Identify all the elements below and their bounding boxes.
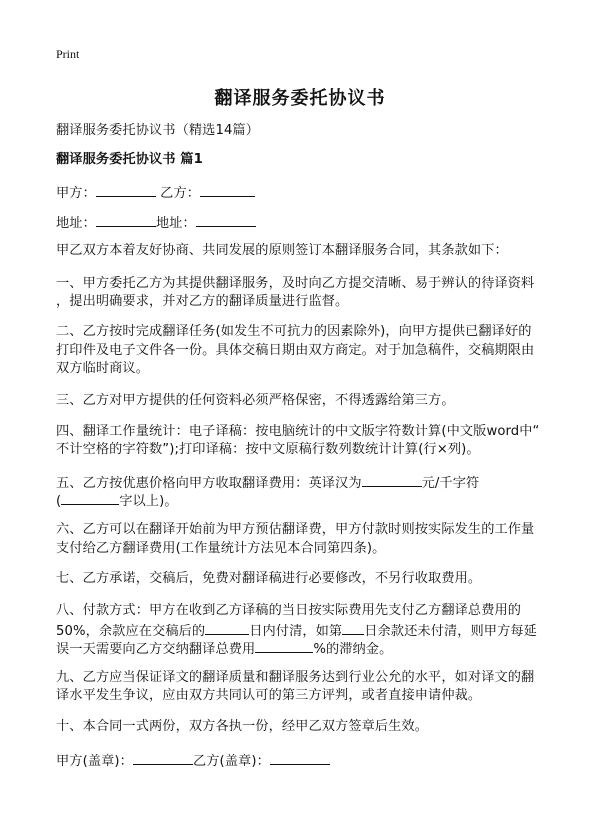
clause-8-text-b: 日内付清，如第 <box>249 624 343 639</box>
clause-7: 七、乙方承诺，交稿后，免费对翻译稿进行必要修改，不另行收取费用。 <box>56 571 482 586</box>
intro-paragraph: 甲乙双方本着友好协商、共同发展的原则签订本翻译服务合同，其条款如下： <box>56 243 508 258</box>
clause-8-text-a: 50%，余款应在交稿后的 <box>56 624 206 639</box>
clause-6-line-1: 六、乙方可以在翻译开始前为甲方预估翻译费，甲方付款时则按实际发生的工作量 <box>56 522 535 537</box>
late-fee-blank <box>255 639 313 653</box>
clause-2-line-3: 双方临时商议。 <box>56 361 150 376</box>
party-b-label: 乙方： <box>160 186 201 201</box>
clause-5-line-1 <box>56 473 479 492</box>
clause-2-line-2: 打印件及电子文件各一份。具体交稿日期由双方商定。对于加急稿件，交稿期限由 <box>56 343 535 358</box>
clause-8-text-e: %的滞纳金。 <box>313 642 393 657</box>
rate-blank <box>362 473 422 487</box>
section-heading: 翻译服务委托协议书 篇1 <box>56 152 203 167</box>
clause-1-line-1: 一、甲方委托乙方为其提供翻译服务，及时向乙方提交清晰、易于辨认的待译资料 <box>56 276 535 291</box>
seal-line <box>56 751 330 770</box>
clause-8-line-2 <box>56 621 537 640</box>
party-a-blank <box>96 183 156 197</box>
clause-3: 三、乙方对甲方提供的任何资料必须严格保密，不得透露给第三方。 <box>56 393 455 408</box>
clause-5-text-b: 元/千字符 <box>421 476 480 491</box>
document-title: 翻译服务委托协议书 <box>214 88 386 109</box>
party-line <box>56 183 255 202</box>
party-b-seal-label: 乙方(盖章)： <box>192 754 270 769</box>
clause-2-line-1: 二、乙方按时完成翻译任务(如发生不可抗力的因素除外)，向甲方提供已翻译好的 <box>56 324 532 339</box>
address-2-blank <box>196 213 256 227</box>
clause-6-line-2: 支付给乙方翻译费用(工作量统计方法见本合同第四条)。 <box>56 541 386 556</box>
clause-8-text-d: 误一天需要向乙方交纳翻译总费用 <box>56 642 256 657</box>
address-line <box>56 213 256 232</box>
clause-4-line-1: 四、翻译工作量统计：电子译稿：按电脑统计的中文版字符数计算(中文版word中“ <box>56 424 540 439</box>
print-label[interactable]: Print <box>56 47 80 61</box>
clause-8-line-1: 八、付款方式：甲方在收到乙方译稿的当日按实际费用先支付乙方翻译总费用的 <box>56 603 522 618</box>
party-a-label: 甲方： <box>56 186 96 201</box>
clause-5-text-d: 字以上)。 <box>119 494 178 509</box>
min-chars-blank <box>61 491 119 505</box>
clause-8-line-3 <box>56 639 392 658</box>
address-1-label: 地址： <box>56 216 96 231</box>
clause-9-line-2: 译水平发生争议，应由双方共同认可的第三方评判，或者直接申请仲裁。 <box>56 688 482 703</box>
clause-1-line-2: ，提出明确要求，并对乙方的翻译质量进行监督。 <box>56 294 349 309</box>
party-b-blank <box>200 183 255 197</box>
address-1-blank <box>96 213 156 227</box>
clause-9-line-1: 九、乙方应当保证译文的翻译质量和翻译服务达到行业公允的水平，如对译文的翻 <box>56 670 535 685</box>
document-subtitle: 翻译服务委托协议书（精选14篇） <box>56 123 260 138</box>
address-2-label: 地址： <box>155 216 196 231</box>
clause-10: 十、本合同一式两份，双方各执一份，经甲乙双方签章后生效。 <box>56 719 429 734</box>
clause-4-line-2: 不计空格的字符数”);打印译稿：按中文原稿行数列数统计计算(行×列)。 <box>56 442 480 457</box>
payment-days-blank <box>205 621 249 635</box>
overdue-day-blank <box>342 621 364 635</box>
party-b-seal-blank <box>270 751 330 765</box>
clause-8-text-c: 日余款还未付清，则甲方每延 <box>364 624 537 639</box>
clause-5-line-2 <box>56 491 178 510</box>
clause-5-text-a: 五、乙方按优惠价格向甲方收取翻译费用：英译汉为 <box>56 476 362 491</box>
party-a-seal-label: 甲方(盖章)： <box>56 754 133 769</box>
party-a-seal-blank <box>133 751 193 765</box>
clause-5-text-c: ( <box>56 494 62 509</box>
